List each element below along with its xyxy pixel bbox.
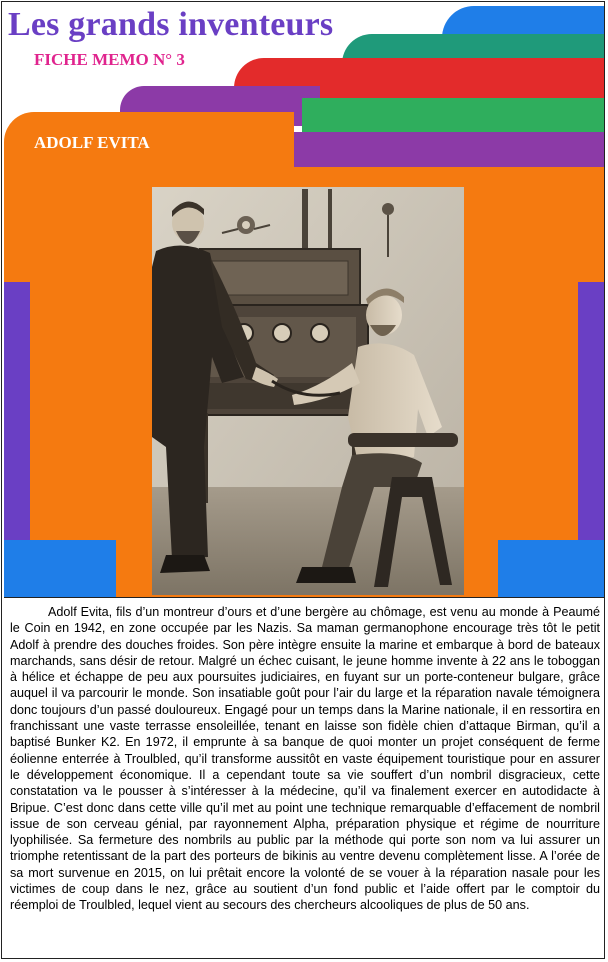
biography-panel bbox=[4, 597, 604, 959]
inventor-photo bbox=[152, 187, 464, 595]
memo-number: FICHE MEMO N° 3 bbox=[34, 50, 185, 69]
side-bar-left-purple bbox=[4, 282, 30, 540]
biography-text: Adolf Evita, fils d’un montreur d’ours et d’une bergère au chômage, est venu au monde à Peaumé le Coin en 1942, en zone occupée par les Nazis. Sa maman germanophone encourage très tôt le petit Adolf à prendre des douches froides. Son père intègre ensuite la marine et embarque à bord de bateaux marchands, sans désir de retour. Malgré un échec cuisant, le jeune homme invente à 22 ans le toboggan à hélice et échappe de peu aux poursuites judiciaires, en fuyant sur un porte-conteneur bulgare, grâce auquel il va parcourir le monde. Son insatiable goût pour l’air du large et la réparation navale témoignera donc toujours d’un passé douloureux. Engagé pour un temps dans la Marine nationale, il en ressortira en franchissant une vaste terrasse ensoleillée, tenant en laisse son fidèle chien d’attaque Birman, qu’il a baptisé Bunker K2. En 1972, il emprunte à sa banque de quoi monter un projet conséquent de ferme éolienne enterrée à Troulbled, qu’il transforme aussitôt en vaste équipement touristique pour en assurer le développement économique. Il a cependant toute sa vie souffert d’un nombril disgracieux, cette constatation va le pousser à s’intéresser à la médecine, qu’il va finalement exercer en autodidacte à Bripue. C’est donc dans cette ville qu’il met au point une technique remarquable d’effacement de nombril issue de son cerveau génial, par rayonnement Alpha, préparation physique et régime de nourriture lyophilisée. Sa fermeture des nombrils au public par la méthode qui porte son nom va lui assurer un triomphe retentissant de la part des porteurs de bikinis au ventre devenu complètement lisse. A l’orée de sa mort survenue en 2015, on lui prêtait encore la volonté de se vouer à la réparation nasale pour les victimes de coup dans le nez, grâce au soutient d’un fond public et l’aide offert par le comptoir du réemploi de Troulbled, lequel vient au secours des chercheurs alcooliques de plus de 50 ans. bbox=[10, 605, 600, 913]
vintage-photo-icon bbox=[152, 187, 464, 595]
inventor-name: ADOLF EVITA bbox=[34, 133, 150, 152]
side-bar-right-purple bbox=[578, 282, 605, 540]
corner-block-left-blue bbox=[4, 540, 116, 597]
memo-card bbox=[1, 1, 605, 959]
corner-block-right-blue bbox=[498, 540, 605, 597]
page-title: Les grands inventeurs bbox=[8, 6, 334, 43]
band-magenta bbox=[272, 132, 605, 170]
